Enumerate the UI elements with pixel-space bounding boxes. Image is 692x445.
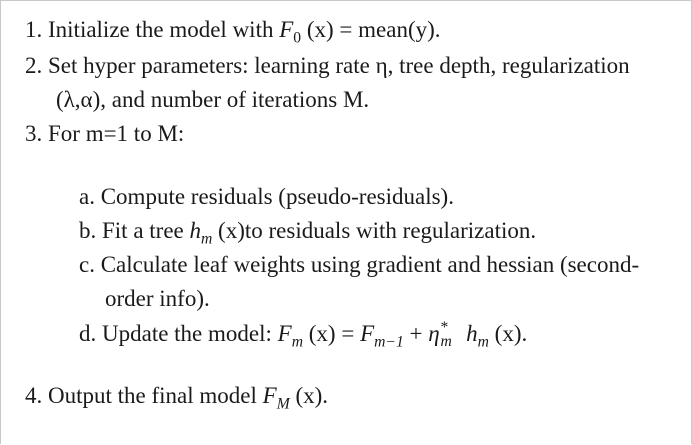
step-text: For m=1 to M: bbox=[48, 121, 185, 146]
math-subscript: m bbox=[477, 333, 489, 351]
math-subscript: 0 bbox=[293, 29, 302, 47]
substep-c-continuation bbox=[105, 284, 210, 314]
math-F: F bbox=[279, 17, 294, 42]
substep-text: Compute residuals (pseudo-residuals). bbox=[100, 184, 454, 209]
substep-letter: d. bbox=[79, 321, 97, 346]
substep-c bbox=[79, 250, 639, 280]
step-1 bbox=[25, 15, 441, 45]
math-subscript: m−1 bbox=[374, 333, 404, 351]
math-subscript: m bbox=[440, 332, 452, 350]
substep-b bbox=[79, 216, 536, 246]
substep-letter: c. bbox=[79, 252, 95, 277]
step-number: 4. bbox=[25, 383, 43, 408]
step-3 bbox=[25, 119, 184, 149]
math-subscript: m bbox=[201, 230, 213, 248]
substep-text: Calculate leaf weights using gradient and hessian (second- bbox=[100, 252, 640, 277]
step-text: (x) = mean(y). bbox=[301, 17, 441, 42]
math-F: F bbox=[262, 383, 277, 408]
math-text: + bbox=[403, 321, 429, 346]
step-text: (λ,α), and number of iterations M. bbox=[56, 87, 370, 112]
math-F: F bbox=[277, 321, 292, 346]
step-2-continuation bbox=[56, 85, 369, 115]
math-F: F bbox=[360, 321, 375, 346]
substep-text: Update the model: bbox=[102, 321, 278, 346]
step-text: Set hyper parameters: learning rate η, tree depth, regularization bbox=[48, 53, 630, 78]
substep-d bbox=[79, 318, 527, 349]
substep-text: order info). bbox=[105, 286, 210, 311]
step-2 bbox=[25, 51, 630, 81]
math-superscript: * bbox=[440, 318, 449, 336]
math-h: h bbox=[466, 321, 478, 346]
math-text: (x) = bbox=[303, 321, 361, 346]
math-h: h bbox=[189, 218, 201, 243]
substep-a bbox=[79, 182, 454, 212]
step-text: (x). bbox=[289, 383, 329, 408]
substep-letter: a. bbox=[79, 184, 95, 209]
step-number: 2. bbox=[25, 53, 43, 78]
substep-text: (x)to residuals with regularization. bbox=[212, 218, 537, 243]
step-text: Initialize the model with bbox=[48, 17, 280, 42]
math-text: (x). bbox=[488, 321, 528, 346]
step-number: 3. bbox=[25, 121, 43, 146]
substep-letter: b. bbox=[79, 218, 97, 243]
step-number: 1. bbox=[25, 17, 43, 42]
step-text: Output the final model bbox=[48, 383, 263, 408]
math-eta: η bbox=[428, 321, 440, 346]
step-4 bbox=[25, 381, 328, 411]
math-subscript: m bbox=[291, 333, 304, 351]
math-subscript: M bbox=[276, 395, 290, 413]
math-supsub bbox=[440, 318, 461, 350]
substep-text: Fit a tree bbox=[102, 218, 190, 243]
